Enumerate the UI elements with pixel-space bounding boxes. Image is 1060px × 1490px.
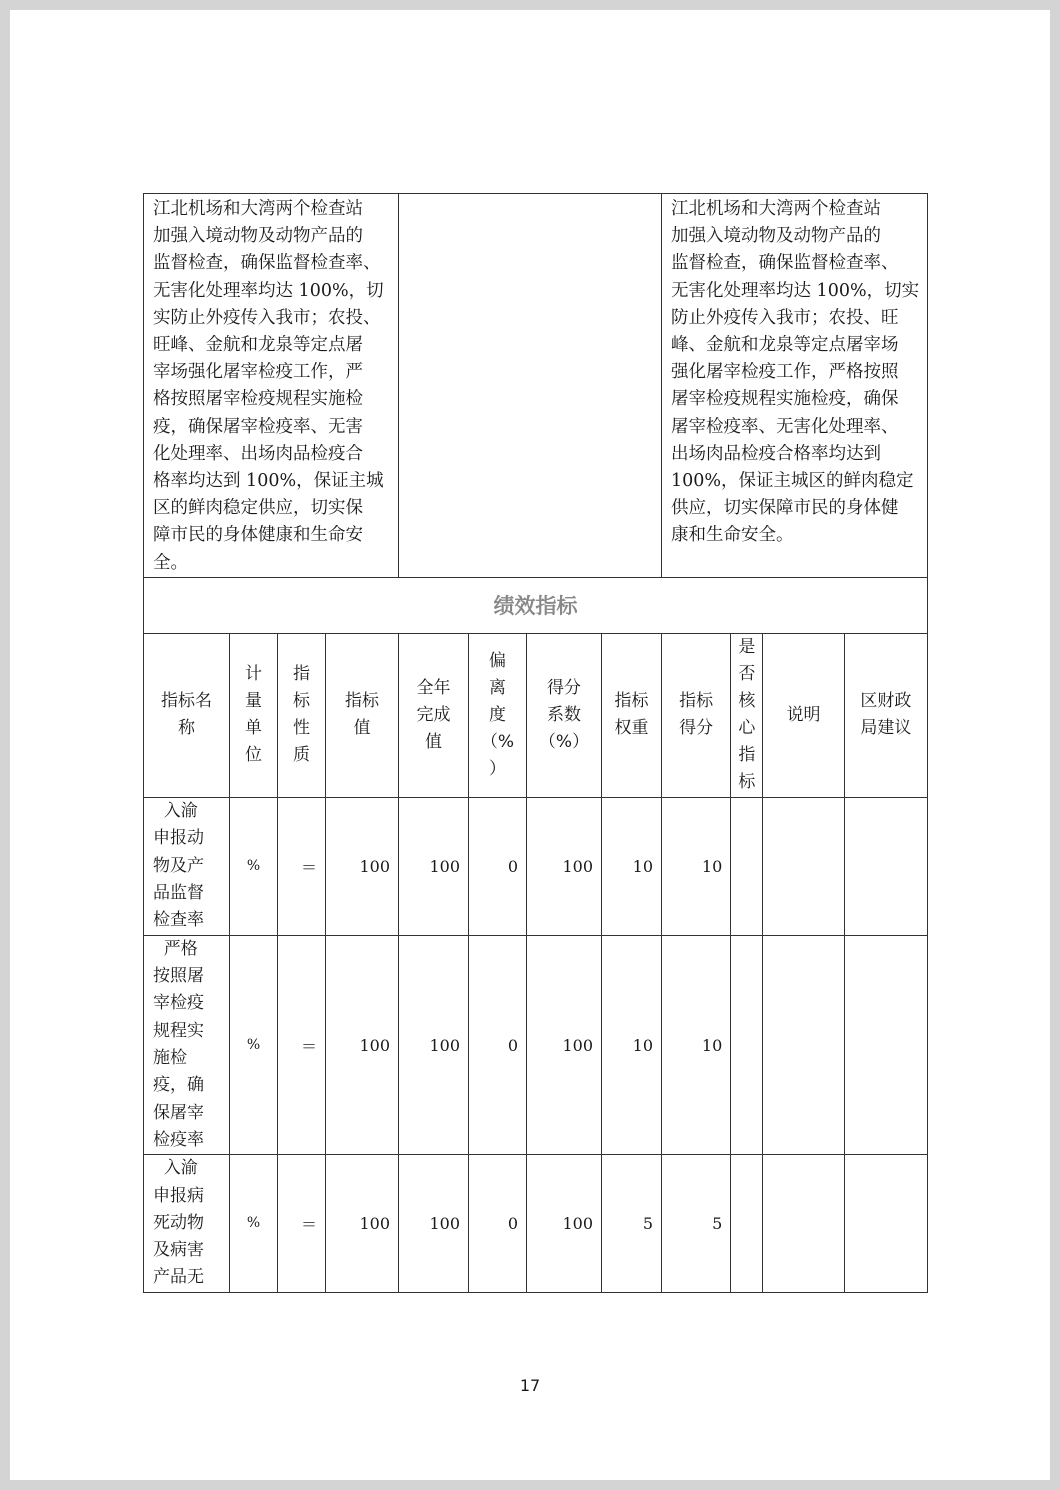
deviation-cell: 0	[469, 797, 527, 935]
core-cell	[731, 797, 763, 935]
unit-cell: %	[230, 797, 278, 935]
deviation-cell: 0	[469, 935, 527, 1154]
indicator-name: 严格 按照屠 宰检疫 规程实 施检 疫，确 保屠宰 检疫率	[144, 935, 230, 1154]
description-middle	[399, 194, 662, 578]
indicator-name: 入渝 申报病 死动物 及病害 产品无	[144, 1155, 230, 1292]
description-row	[144, 194, 928, 578]
actual-cell: 100	[399, 797, 469, 935]
note-cell	[763, 935, 844, 1154]
suggestion-cell	[844, 797, 927, 935]
target-cell: 100	[326, 935, 399, 1154]
suggestion-cell	[844, 935, 927, 1154]
coefficient-cell: 100	[527, 797, 602, 935]
page-number: 17	[519, 1376, 541, 1395]
header-note: 说明	[763, 633, 844, 797]
coefficient-cell: 100	[527, 935, 602, 1154]
header-indicator-name: 指标名 称	[144, 633, 230, 797]
header-unit: 计 量 单 位	[230, 633, 278, 797]
score-cell: 10	[662, 935, 731, 1154]
table-row	[144, 797, 928, 935]
target-cell: 100	[326, 1155, 399, 1292]
header-weight: 指标 权重	[602, 633, 662, 797]
actual-cell: 100	[399, 1155, 469, 1292]
header-deviation: 偏 离 度 （% ）	[469, 633, 527, 797]
document-page	[10, 10, 1050, 1480]
score-cell: 10	[662, 797, 731, 935]
header-row	[144, 633, 928, 797]
section-title: 绩效指标	[144, 577, 928, 633]
suggestion-cell	[844, 1155, 927, 1292]
section-title-row	[144, 577, 928, 633]
unit-cell: %	[230, 1155, 278, 1292]
table-row	[144, 935, 928, 1154]
note-cell	[763, 1155, 844, 1292]
header-target: 指标 值	[326, 633, 399, 797]
header-core: 是 否 核 心 指 标	[731, 633, 763, 797]
core-cell	[731, 1155, 763, 1292]
table-row	[144, 1155, 928, 1292]
header-coefficient: 得分 系数 （%）	[527, 633, 602, 797]
core-cell	[731, 935, 763, 1154]
header-suggestion: 区财政 局建议	[844, 633, 927, 797]
score-cell: 5	[662, 1155, 731, 1292]
header-nature: 指 标 性 质	[278, 633, 326, 797]
note-cell	[763, 797, 844, 935]
weight-cell: 10	[602, 797, 662, 935]
weight-cell: 5	[602, 1155, 662, 1292]
nature-cell: ＝	[278, 1155, 326, 1292]
coefficient-cell: 100	[527, 1155, 602, 1292]
performance-table	[143, 193, 928, 1293]
indicator-name: 入渝 申报动 物及产 品监督 检查率	[144, 797, 230, 935]
target-cell: 100	[326, 797, 399, 935]
unit-cell: %	[230, 935, 278, 1154]
description-left: 江北机场和大湾两个检查站 加强入境动物及动物产品的 监督检查，确保监督检查率、 无害化处理率均达 100%，切 实防止外疫传入我市；农投、 旺峰、金航和龙泉等定点屠 宰场强化屠宰检疫工作，严 格按照屠宰检疫规程实施检 疫，确保屠宰检疫率、无害 化处理率、出场肉品检疫合 格率均达到 100%，保证主城 区的鲜肉稳定供应，切实保 障市民的身体健康和生命安 全。	[144, 194, 399, 578]
header-actual: 全年 完成 值	[399, 633, 469, 797]
weight-cell: 10	[602, 935, 662, 1154]
actual-cell: 100	[399, 935, 469, 1154]
header-score: 指标 得分	[662, 633, 731, 797]
deviation-cell: 0	[469, 1155, 527, 1292]
description-right: 江北机场和大湾两个检查站 加强入境动物及动物产品的 监督检查，确保监督检查率、 无害化处理率均达 100%，切实 防止外疫传入我市；农投、旺 峰、金航和龙泉等定点屠宰场 强化屠宰检疫工作，严格按照 屠宰检疫规程实施检疫，确保 屠宰检疫率、无害化处理率、 出场肉品检疫合格率均达到 100%，保证主城区的鲜肉稳定 供应，切实保障市民的身体健 康和生命安全。	[662, 194, 928, 578]
nature-cell: ＝	[278, 935, 326, 1154]
nature-cell: ＝	[278, 797, 326, 935]
